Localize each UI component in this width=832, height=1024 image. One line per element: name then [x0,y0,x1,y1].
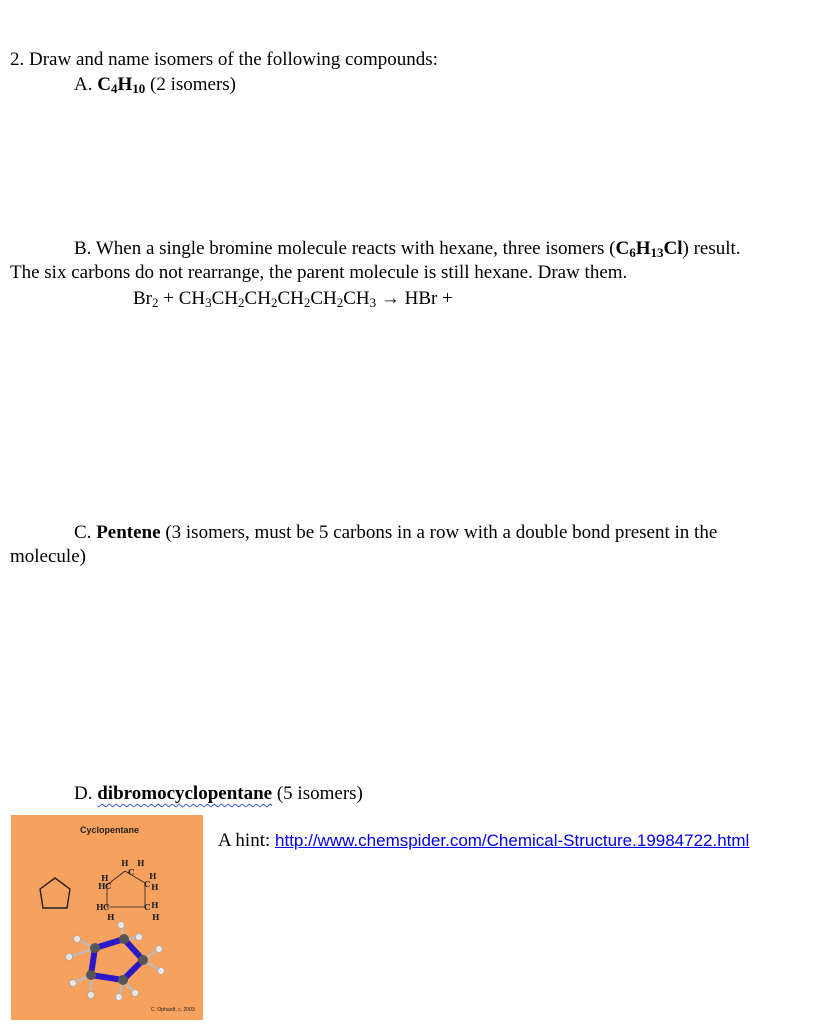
q2d-line: D. dibromocyclopentane (5 isomers) [74,783,363,804]
atom-h-5: H [98,881,106,891]
figure-credit: C. Ophardt, c. 2003 [151,1007,195,1013]
q2a-suffix: (2 isomers) [145,74,237,95]
q2a-formula: $C_4H_{10}$ [97,74,146,96]
q2-intro: 2. Draw and name isomers of the following compounds: [10,49,438,70]
atom-h-2: H [137,858,145,868]
hint-link[interactable]: http://www.chemspider.com/Chemical-Structure.19984722.html [275,831,750,850]
q2c-line2: molecule) [10,546,86,567]
hexane-formula: $CH_3CH_2CH_2CH_2CH_2CH_3$ [178,288,377,310]
q2b-line2: The six carbons do not rearrange, the parent molecule is still hexane. Draw them. [10,262,628,283]
cyclopentane-figure [11,815,203,1020]
figure-title: Cyclopentane [80,825,140,835]
atom-c-2: C [105,881,112,891]
hint-line: A hint: http://www.chemspider.com/Chemical-Structure.19984722.html [218,830,750,851]
ball-and-stick-model [66,922,165,1001]
atom-c-1: C [128,867,135,877]
atom-h-3: H [101,873,109,883]
q2a-label: A. [74,74,98,95]
spellcheck-word: dibromocyclopentane [97,783,273,804]
atom-h-9: H [107,912,115,922]
atom-h-7: H [96,902,104,912]
q2c-line1: C. Pentene (3 isomers, must be 5 carbons in a row with a double bond present in the [74,522,718,543]
atom-h-1: H [121,858,129,868]
q2b-formula: $C_6H_{13}Cl$ [615,238,683,260]
atom-c-4: C [103,902,110,912]
q2a-line [74,74,236,96]
atom-h-8: H [151,900,159,910]
q2b-line1: B. When a single bromine molecule reacts with hexane, three isomers $(C_6H_{13}Cl)$ result. [74,238,741,260]
atom-c-5: C [144,902,151,912]
skeletal-pentagon [40,878,70,908]
atom-h-4: H [149,871,157,881]
structural-formula [96,858,160,922]
cyclopentane-diagram [11,815,203,1020]
atom-h-6: H [151,882,159,892]
atom-c-3: C [144,879,151,889]
arrow-icon: → [376,288,405,309]
q2b-equation: $Br_2 + CH_3CH_2CH_2CH_2CH_2CH_3$ → HBr + [133,288,453,310]
atom-h-10: H [152,912,160,922]
